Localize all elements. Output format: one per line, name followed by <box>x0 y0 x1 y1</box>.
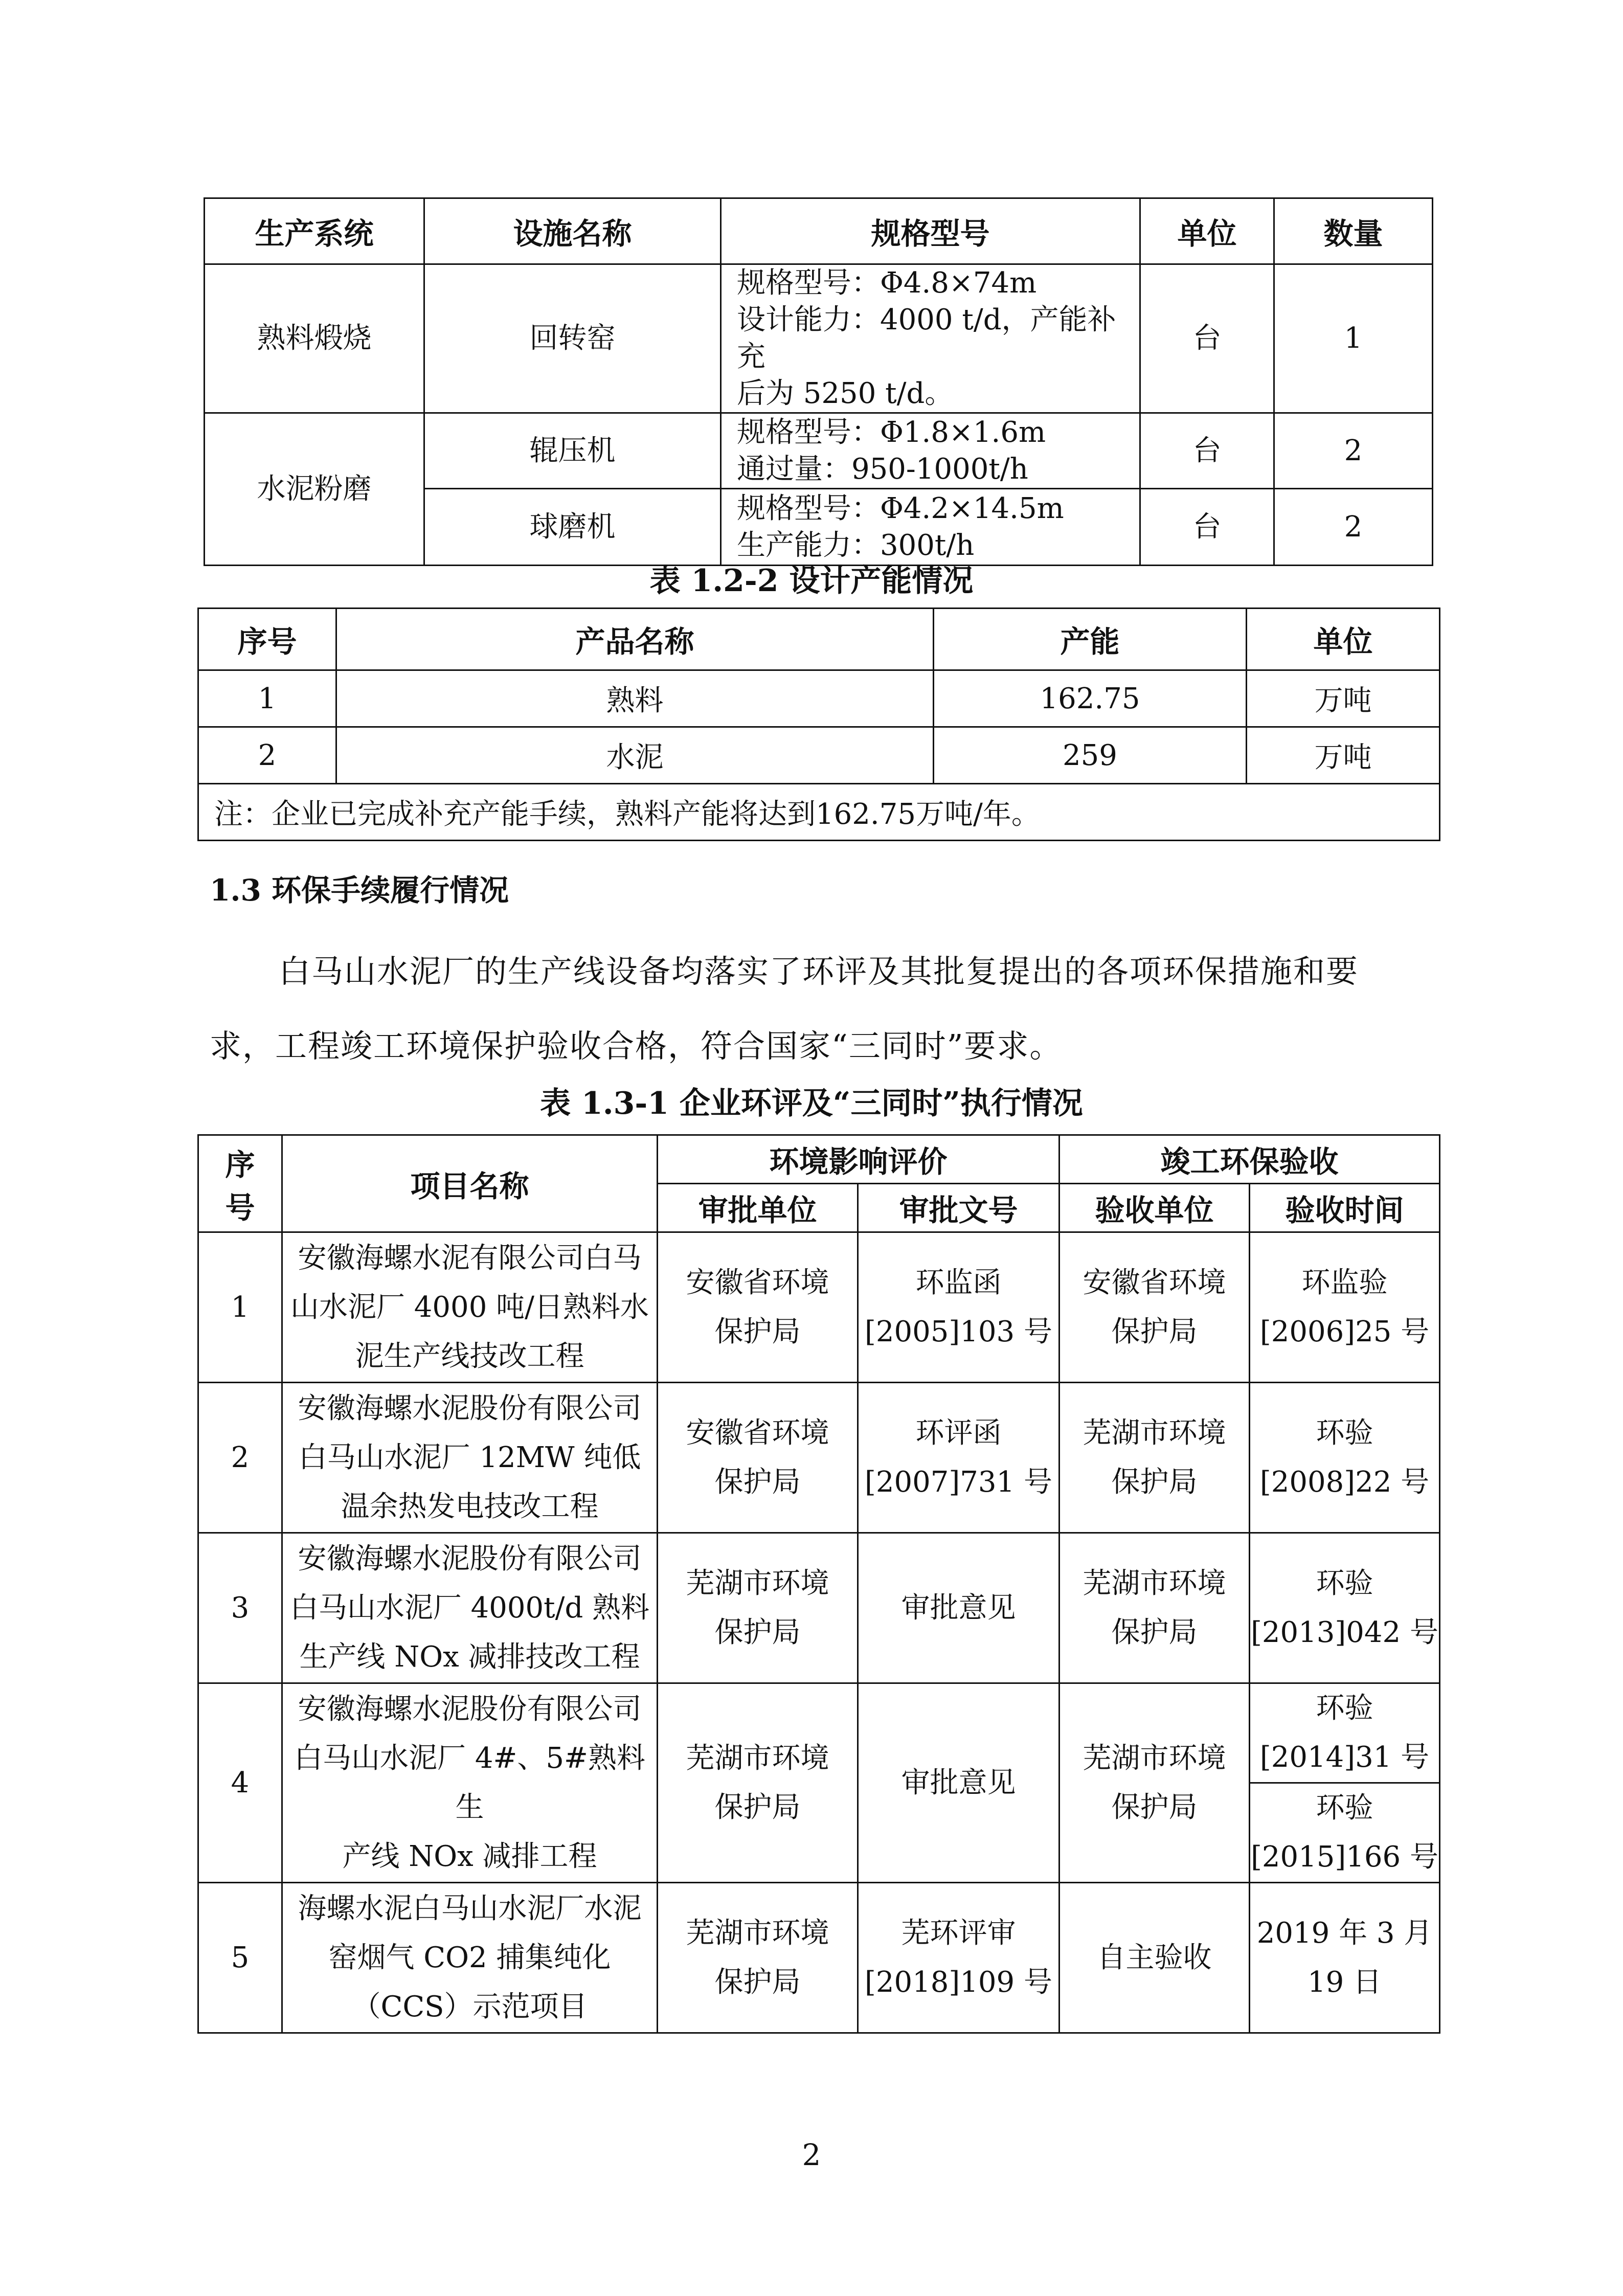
doc-cell: 审批意见 <box>858 1533 1060 1683</box>
cell-line: 保护局 <box>714 1315 801 1348</box>
table-header-row <box>198 1135 1440 1184</box>
qty-cell: 1 <box>1274 264 1433 413</box>
cell-line: 安徽省环境 <box>686 1266 829 1299</box>
cell: 水泥 <box>336 727 934 784</box>
acc-unit-cell <box>1060 1533 1250 1683</box>
acc-time-cell <box>1250 1883 1440 2033</box>
header-cell: 规格型号 <box>721 198 1140 264</box>
header-cell: 数量 <box>1274 198 1433 264</box>
cell-line: 白马山水泥厂 4#、5#熟料生 <box>294 1741 645 1824</box>
acc-time-cell <box>1250 1783 1440 1883</box>
page-number: 2 <box>802 2137 821 2172</box>
cell-line: 安徽海螺水泥股份有限公司 <box>298 1391 642 1425</box>
spec-cell <box>721 413 1140 489</box>
cell-line: [2015]166 号 <box>1251 1840 1438 1874</box>
doc-cell: 审批意见 <box>858 1683 1060 1883</box>
approver-cell <box>658 1533 858 1683</box>
cell-line: 安徽省环境 <box>686 1416 829 1450</box>
spec-line: 规格型号：Φ4.8×74m <box>737 266 1037 300</box>
acc-unit-cell <box>1060 1232 1250 1383</box>
cell-line: （CCS）示范项目 <box>352 1990 588 2023</box>
spec-cell <box>721 264 1140 413</box>
cell: 万吨 <box>1247 670 1440 727</box>
spec-cell <box>721 489 1140 566</box>
facility-cell: 辊压机 <box>424 413 721 489</box>
cell-line: [2018]109 号 <box>865 1965 1052 1999</box>
section-heading: 1.3 环保手续履行情况 <box>210 873 509 908</box>
acc-time-cell <box>1250 1683 1440 1783</box>
cell-line: 芜湖市环境 <box>1083 1566 1226 1600</box>
cell-line: 环验 <box>1316 1692 1373 1725</box>
equipment-table <box>204 197 1433 566</box>
table-header-row <box>205 198 1433 264</box>
header-cell: 序号 <box>198 609 336 670</box>
header-project: 项目名称 <box>282 1135 658 1232</box>
header-seq-line: 号 <box>225 1190 255 1225</box>
cell-line: 环监函 <box>915 1266 1002 1299</box>
cell-line: 环验 <box>1316 1416 1373 1450</box>
facility-cell: 球磨机 <box>424 489 721 566</box>
header-cell: 单位 <box>1247 609 1440 670</box>
cell-line: 保护局 <box>714 1615 801 1649</box>
header-cell: 生产系统 <box>205 198 424 264</box>
spec-line: 后为 5250 t/d。 <box>737 377 954 410</box>
header-seq-line: 序 <box>225 1147 255 1182</box>
cell-line: 芜环评审 <box>901 1916 1016 1950</box>
cell-line: 芜湖市环境 <box>1083 1416 1226 1450</box>
qty-cell: 2 <box>1274 489 1433 566</box>
table-caption: 表 1.3-1 企业环评及“三同时”执行情况 <box>540 1086 1083 1121</box>
cell-line: 芜湖市环境 <box>686 1741 829 1775</box>
cell-line: [2013]042 号 <box>1251 1615 1438 1649</box>
table-note: 注：企业已完成补充产能手续，熟料产能将达到162.75万吨/年。 <box>198 784 1440 841</box>
header-cell: 单位 <box>1140 198 1274 264</box>
approver-cell <box>658 1683 858 1883</box>
cell-line: 海螺水泥白马山水泥厂水泥 <box>298 1892 642 1925</box>
header-acceptance: 竣工环保验收 <box>1060 1135 1440 1184</box>
cell-line: 安徽海螺水泥股份有限公司 <box>298 1542 642 1575</box>
cell-line: 窑烟气 CO2 捕集纯化 <box>328 1941 611 1974</box>
unit-cell: 台 <box>1140 413 1274 489</box>
table-note-row <box>198 784 1440 841</box>
header-doc: 审批文号 <box>858 1184 1060 1232</box>
project-cell <box>282 1533 658 1683</box>
spec-line: 规格型号：Φ1.8×1.6m <box>737 415 1046 449</box>
cell-line: 产线 NOx 减排工程 <box>342 1839 597 1873</box>
doc-cell <box>858 1883 1060 2033</box>
table-caption: 表 1.2-2 设计产能情况 <box>649 563 974 599</box>
cell-line: 安徽海螺水泥有限公司白马 <box>298 1241 642 1275</box>
cell-line: 保护局 <box>714 1790 801 1824</box>
spec-line: 设计能力：4000 t/d，产能补充 <box>737 303 1116 373</box>
cell: 1 <box>198 670 336 727</box>
cell-line: 保护局 <box>714 1965 801 1999</box>
table-row <box>205 413 1433 489</box>
cell-line: 保护局 <box>1111 1315 1198 1348</box>
cell-line: 温余热发电技改工程 <box>341 1490 599 1523</box>
acc-unit-cell: 自主验收 <box>1060 1883 1250 2033</box>
cell-line: [2006]25 号 <box>1259 1315 1430 1348</box>
header-cell: 产品名称 <box>336 609 934 670</box>
cell: 259 <box>934 727 1247 784</box>
approver-cell <box>658 1383 858 1533</box>
facility-cell: 回转窑 <box>424 264 721 413</box>
table-row <box>198 1883 1440 2033</box>
project-cell <box>282 1683 658 1883</box>
cell-line: 安徽省环境 <box>1083 1266 1226 1299</box>
cell-line: [2014]31 号 <box>1259 1741 1430 1774</box>
cell-line: 19 日 <box>1307 1965 1382 1999</box>
cell-line: 保护局 <box>714 1465 801 1499</box>
cell-line: [2008]22 号 <box>1259 1465 1430 1499</box>
cell-line: 安徽海螺水泥股份有限公司 <box>298 1692 642 1726</box>
spec-line: 生产能力：300t/h <box>737 528 975 562</box>
project-cell <box>282 1383 658 1533</box>
table-row <box>198 1232 1440 1383</box>
unit-cell: 台 <box>1140 489 1274 566</box>
header-cell: 产能 <box>934 609 1247 670</box>
eia-table <box>197 1134 1440 2034</box>
project-cell <box>282 1883 658 2033</box>
table-row <box>198 1533 1440 1683</box>
cell-line: 保护局 <box>1111 1615 1198 1649</box>
cell-line: 环监验 <box>1301 1266 1388 1299</box>
table-row <box>205 264 1433 413</box>
cell-line: 环验 <box>1316 1791 1373 1825</box>
acc-time-cell <box>1250 1533 1440 1683</box>
cell-line: 芜湖市环境 <box>686 1566 829 1600</box>
cell-line: 白马山水泥厂 4000t/d 熟料 <box>289 1591 650 1625</box>
seq-cell: 3 <box>198 1533 282 1683</box>
header-cell: 设施名称 <box>424 198 721 264</box>
seq-cell: 5 <box>198 1883 282 2033</box>
seq-cell: 2 <box>198 1383 282 1533</box>
cell-line: 芜湖市环境 <box>1083 1741 1226 1775</box>
cell-line: 保护局 <box>1111 1790 1198 1824</box>
cell-line: 泥生产线技改工程 <box>355 1339 584 1373</box>
project-cell <box>282 1232 658 1383</box>
qty-cell: 2 <box>1274 413 1433 489</box>
cell: 162.75 <box>934 670 1247 727</box>
table-header-row <box>198 609 1440 670</box>
acc-time-cell <box>1250 1383 1440 1533</box>
acc-unit-cell <box>1060 1683 1250 1883</box>
system-cell: 水泥粉磨 <box>205 413 424 566</box>
cell-line: [2005]103 号 <box>865 1315 1052 1348</box>
header-seq <box>198 1135 282 1232</box>
cell-line: [2007]731 号 <box>865 1465 1052 1499</box>
doc-cell <box>858 1232 1060 1383</box>
header-acc-unit: 验收单位 <box>1060 1184 1250 1232</box>
acc-unit-cell <box>1060 1383 1250 1533</box>
header-eia: 环境影响评价 <box>658 1135 1060 1184</box>
unit-cell: 台 <box>1140 264 1274 413</box>
cell: 2 <box>198 727 336 784</box>
header-approver: 审批单位 <box>658 1184 858 1232</box>
cell-line: 环验 <box>1316 1566 1373 1600</box>
spec-line: 通过量：950-1000t/h <box>737 452 1028 486</box>
spec-line: 规格型号：Φ4.2×14.5m <box>737 491 1064 525</box>
table-row <box>198 670 1440 727</box>
paragraph-line: 白马山水泥厂的生产线设备均落实了环评及其批复提出的各项环保措施和要 <box>279 953 1359 990</box>
cell: 万吨 <box>1247 727 1440 784</box>
approver-cell <box>658 1232 858 1383</box>
approver-cell <box>658 1883 858 2033</box>
cell: 熟料 <box>336 670 934 727</box>
seq-cell: 1 <box>198 1232 282 1383</box>
cell-line: 2019 年 3 月 <box>1256 1916 1433 1950</box>
table-row <box>198 727 1440 784</box>
system-cell: 熟料煅烧 <box>205 264 424 413</box>
header-acc-time: 验收时间 <box>1250 1184 1440 1232</box>
cell-line: 生产线 NOx 减排技改工程 <box>299 1640 640 1674</box>
doc-cell <box>858 1383 1060 1533</box>
cell-line: 白马山水泥厂 12MW 纯低 <box>298 1440 641 1474</box>
capacity-table <box>197 607 1440 841</box>
table-row <box>198 1683 1440 1783</box>
cell-line: 环评函 <box>915 1416 1002 1450</box>
acc-time-cell <box>1250 1232 1440 1383</box>
cell-line: 芜湖市环境 <box>686 1916 829 1950</box>
paragraph-line: 求，工程竣工环境保护验收合格，符合国家“三同时”要求。 <box>210 1027 1063 1065</box>
cell-line: 保护局 <box>1111 1465 1198 1499</box>
table-row <box>198 1383 1440 1533</box>
cell-line: 山水泥厂 4000 吨/日熟料水 <box>290 1290 649 1324</box>
seq-cell: 4 <box>198 1683 282 1883</box>
